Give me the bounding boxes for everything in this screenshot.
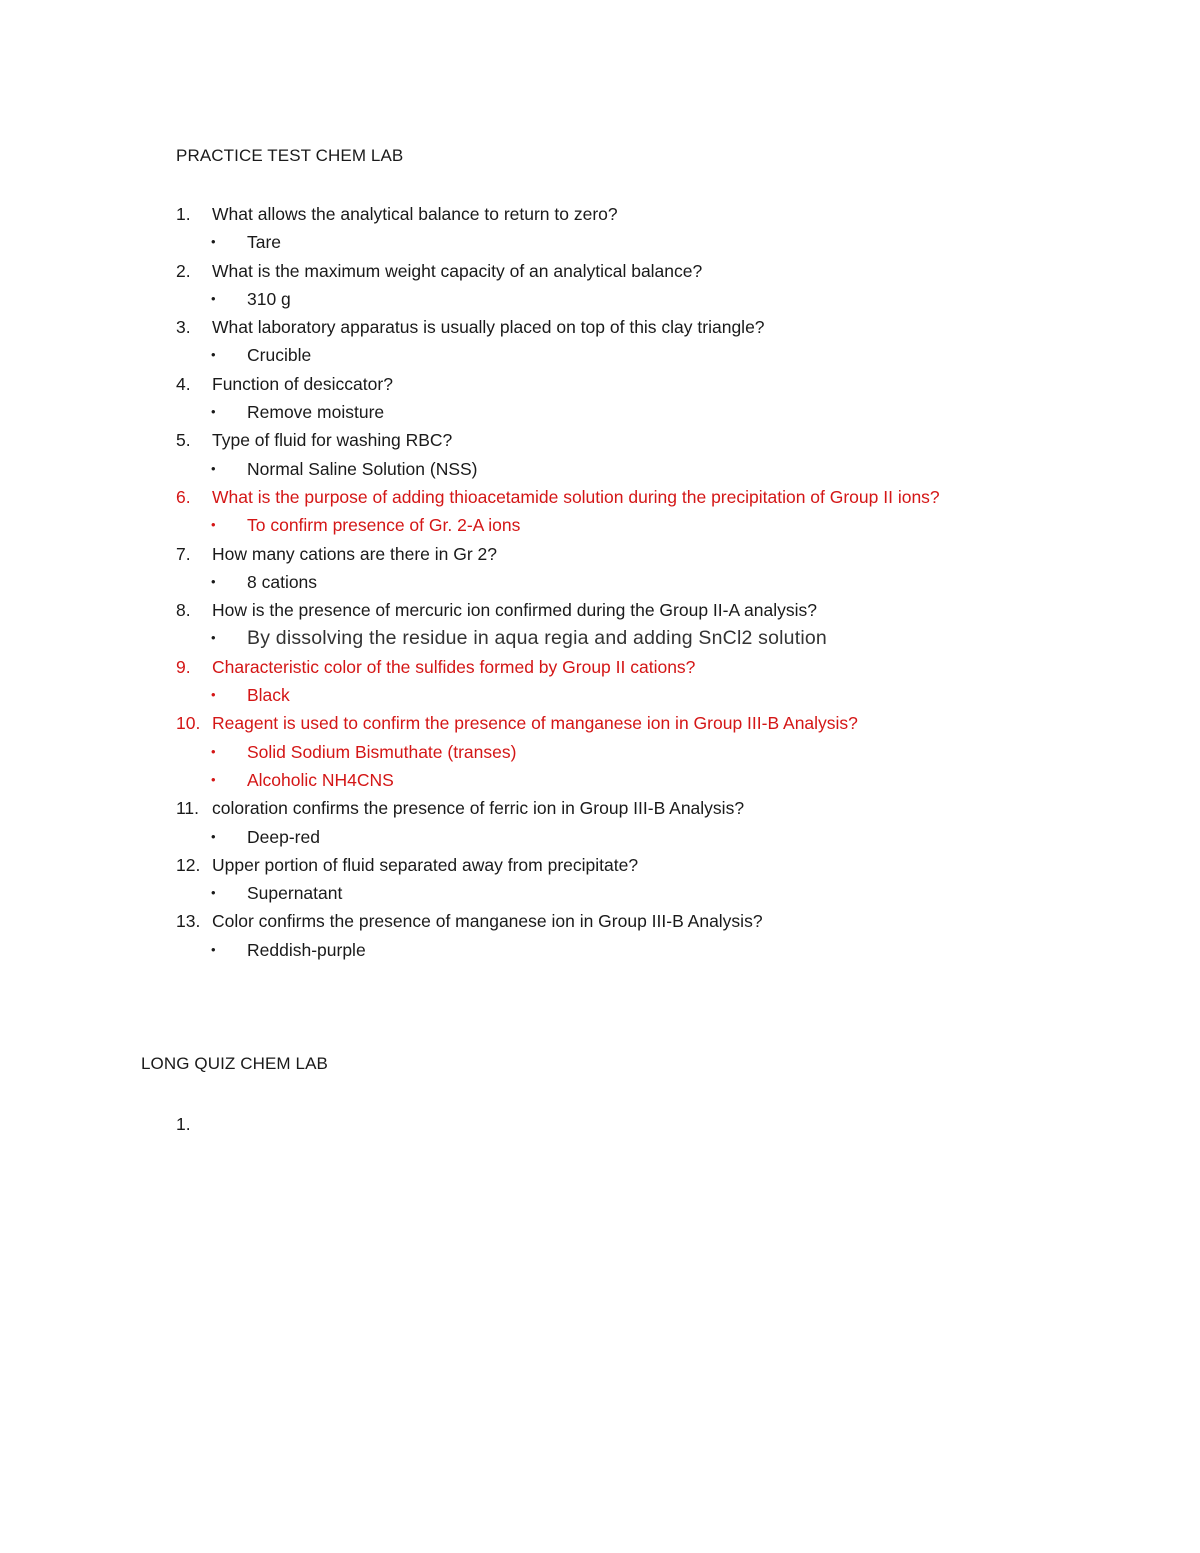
answer-row bbox=[0, 823, 1200, 851]
question-text: What laboratory apparatus is usually placed on top of this clay triangle? bbox=[212, 317, 765, 338]
answer-row bbox=[0, 511, 1200, 539]
bullet-icon: • bbox=[211, 234, 216, 250]
answer-row bbox=[0, 766, 1200, 794]
question-row bbox=[0, 257, 1200, 285]
question-row bbox=[0, 851, 1200, 879]
bullet-icon: • bbox=[211, 517, 216, 533]
question-row bbox=[0, 483, 1200, 511]
bullet-icon: • bbox=[211, 941, 216, 957]
question-text: Reagent is used to confirm the presence of manganese ion in Group III-B Analysis? bbox=[212, 713, 858, 734]
answer-row bbox=[0, 228, 1200, 256]
answer-row bbox=[0, 738, 1200, 766]
question-number: 9. bbox=[176, 656, 191, 677]
question-number: 2. bbox=[176, 260, 191, 281]
answer-text: Supernatant bbox=[247, 883, 343, 904]
question-row bbox=[0, 426, 1200, 454]
answer-text: Deep-red bbox=[247, 826, 320, 847]
answer-row bbox=[0, 341, 1200, 369]
practice-question-list bbox=[0, 200, 1200, 964]
question-number: 10. bbox=[176, 713, 201, 734]
question-row bbox=[0, 370, 1200, 398]
question-number: 13. bbox=[176, 911, 201, 932]
answer-row bbox=[0, 398, 1200, 426]
answer-text: Remove moisture bbox=[247, 402, 385, 423]
question-row bbox=[0, 709, 1200, 737]
answer-text: Solid Sodium Bismuthate (transes) bbox=[247, 741, 517, 762]
question-number: 8. bbox=[176, 600, 191, 621]
question-row bbox=[0, 540, 1200, 568]
answer-text: Alcoholic NH4CNS bbox=[247, 769, 394, 790]
question-number: 7. bbox=[176, 543, 191, 564]
question-text: Characteristic color of the sulfides formed by Group II cations? bbox=[212, 656, 696, 677]
answer-row bbox=[0, 624, 1200, 652]
answer-text: Black bbox=[247, 685, 290, 706]
bullet-icon: • bbox=[211, 828, 216, 844]
answer-row bbox=[0, 455, 1200, 483]
answer-text: To confirm presence of Gr. 2-A ions bbox=[247, 515, 521, 536]
bullet-icon: • bbox=[211, 290, 216, 306]
question-text: What is the maximum weight capacity of an analytical balance? bbox=[212, 260, 703, 281]
question-row bbox=[0, 794, 1200, 822]
question-number: 6. bbox=[176, 486, 191, 507]
bullet-icon: • bbox=[211, 404, 216, 420]
answer-row bbox=[0, 568, 1200, 596]
answer-row bbox=[0, 681, 1200, 709]
answer-text: 8 cations bbox=[247, 571, 318, 592]
question-number: 1. bbox=[176, 204, 191, 224]
answer-row bbox=[0, 936, 1200, 964]
long-quiz-item: 1. bbox=[176, 1114, 191, 1134]
bullet-icon: • bbox=[211, 630, 216, 646]
answer-text: Reddish-purple bbox=[247, 939, 366, 960]
bullet-icon: • bbox=[211, 885, 216, 901]
answer-text: Tare bbox=[247, 232, 282, 253]
question-number: 11. bbox=[176, 798, 200, 819]
bullet-icon: • bbox=[211, 687, 216, 703]
bullet-icon: • bbox=[211, 743, 216, 759]
question-text: What is the purpose of adding thioacetamide solution during the precipitation of Group II ions? bbox=[212, 486, 940, 507]
question-number: 3. bbox=[176, 317, 191, 338]
question-text: Type of fluid for washing RBC? bbox=[212, 430, 453, 451]
question-text: Upper portion of fluid separated away from precipitate? bbox=[212, 854, 639, 875]
answer-text: Crucible bbox=[247, 345, 312, 366]
question-row bbox=[0, 907, 1200, 935]
question-number: 5. bbox=[176, 430, 191, 451]
question-text: How is the presence of mercuric ion confirmed during the Group II-A analysis? bbox=[212, 600, 818, 621]
question-number: 4. bbox=[176, 373, 191, 394]
bullet-icon: • bbox=[211, 460, 216, 476]
answer-row bbox=[0, 285, 1200, 313]
answer-text: By dissolving the residue in aqua regia and adding SnCl2 solution bbox=[247, 627, 827, 650]
answer-text: Normal Saline Solution (NSS) bbox=[247, 458, 478, 479]
question-text: How many cations are there in Gr 2? bbox=[212, 543, 497, 564]
question-number: 12. bbox=[176, 854, 201, 875]
question-row bbox=[0, 596, 1200, 624]
question-row bbox=[0, 653, 1200, 681]
long-quiz-heading: LONG QUIZ CHEM LAB bbox=[141, 1054, 328, 1073]
bullet-icon: • bbox=[211, 347, 216, 363]
practice-test-heading: PRACTICE TEST CHEM LAB bbox=[176, 146, 404, 165]
question-text: What allows the analytical balance to return to zero? bbox=[212, 204, 618, 224]
question-text: Color confirms the presence of manganese ion in Group III-B Analysis? bbox=[212, 911, 763, 932]
answer-text: 310 g bbox=[247, 288, 291, 309]
question-text: coloration confirms the presence of ferric ion in Group III-B Analysis? bbox=[212, 798, 745, 819]
answer-row bbox=[0, 879, 1200, 907]
question-text: Function of desiccator? bbox=[212, 373, 393, 394]
question-row bbox=[0, 313, 1200, 341]
bullet-icon: • bbox=[211, 573, 216, 589]
question-row bbox=[0, 200, 1200, 228]
bullet-icon: • bbox=[211, 771, 216, 787]
